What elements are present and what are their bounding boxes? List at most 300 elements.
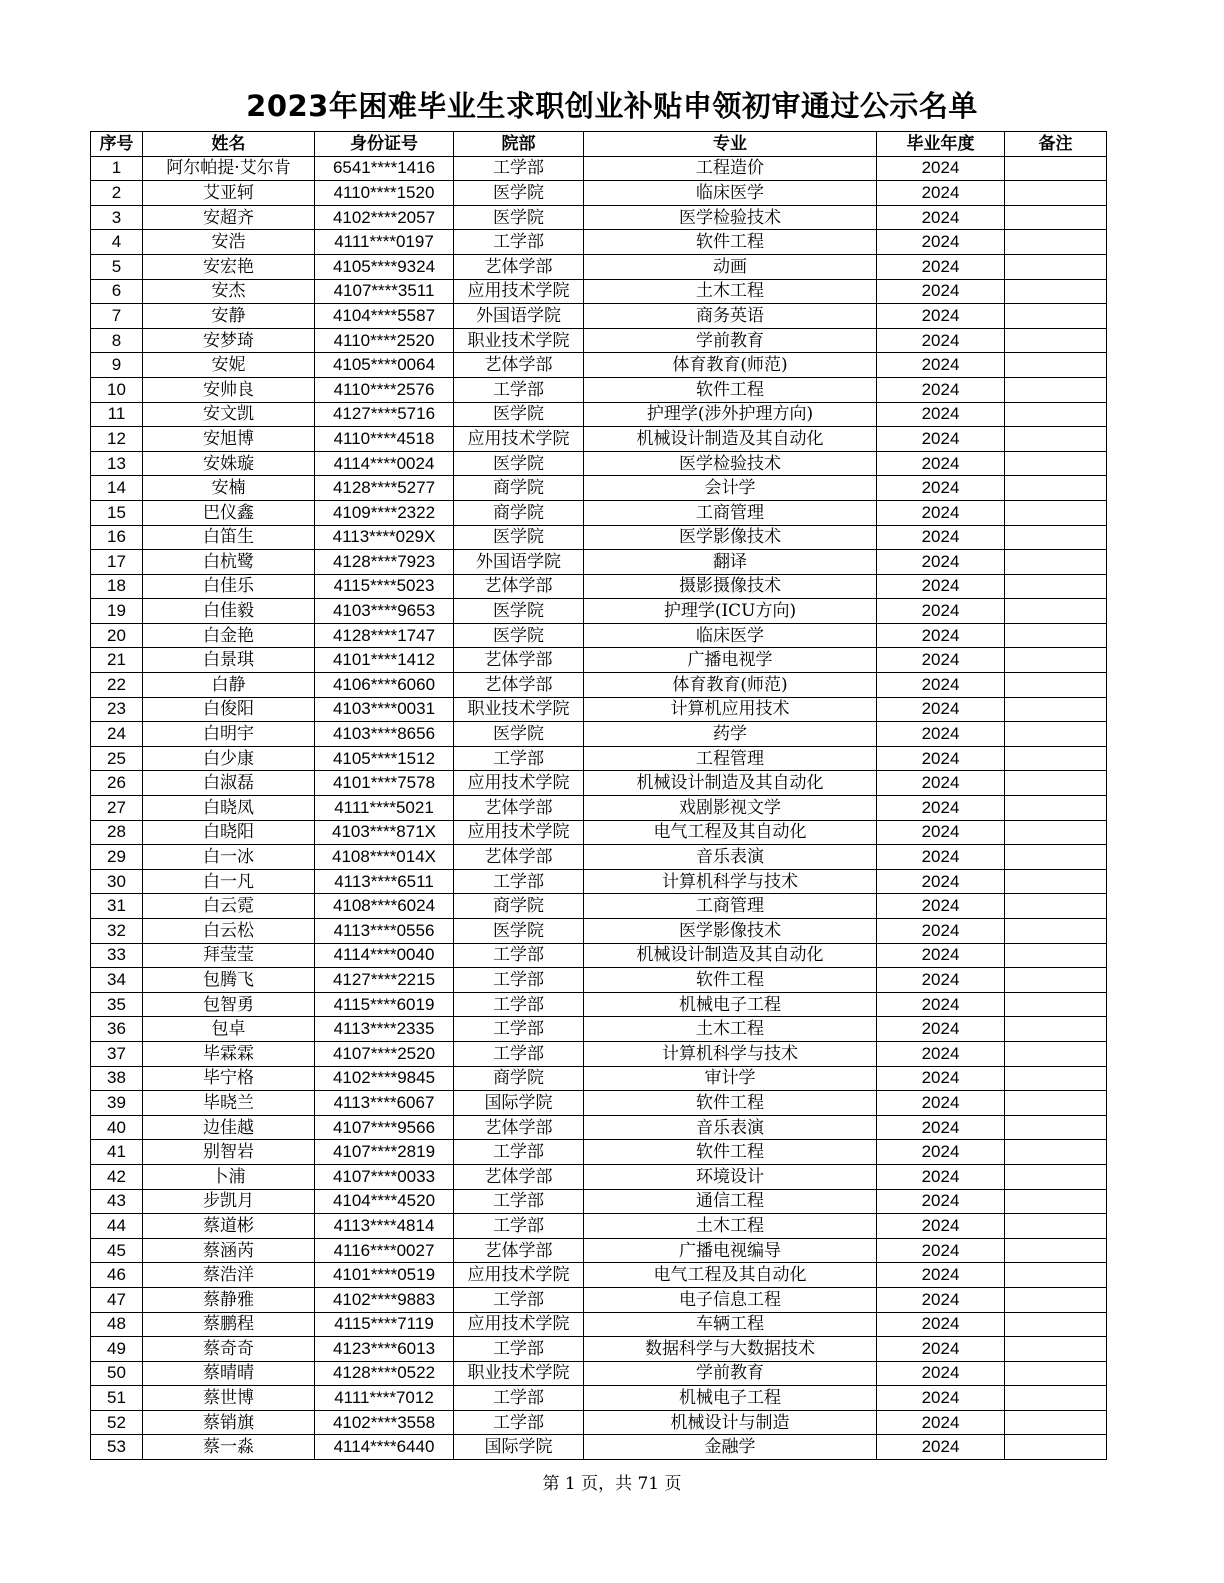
cell-index: 8 xyxy=(91,328,143,353)
cell-department: 医学院 xyxy=(454,599,584,624)
cell-graduation-year: 2024 xyxy=(877,205,1005,230)
cell-name: 蔡静雅 xyxy=(143,1287,315,1312)
cell-major: 环境设计 xyxy=(584,1164,877,1189)
cell-major: 学前教育 xyxy=(584,1361,877,1386)
cell-name: 安静 xyxy=(143,304,315,329)
cell-graduation-year: 2024 xyxy=(877,796,1005,821)
cell-major: 音乐表演 xyxy=(584,845,877,870)
cell-id-number: 4107****2520 xyxy=(315,1041,454,1066)
cell-department: 艺体学部 xyxy=(454,574,584,599)
cell-graduation-year: 2024 xyxy=(877,623,1005,648)
cell-id-number: 4103****871X xyxy=(315,820,454,845)
cell-remarks xyxy=(1005,845,1107,870)
cell-remarks xyxy=(1005,919,1107,944)
cell-remarks xyxy=(1005,722,1107,747)
cell-index: 9 xyxy=(91,353,143,378)
cell-name: 安妮 xyxy=(143,353,315,378)
cell-index: 53 xyxy=(91,1435,143,1460)
table-row xyxy=(91,156,1107,181)
table-row xyxy=(91,894,1107,919)
cell-department: 工学部 xyxy=(454,1140,584,1165)
cell-id-number: 4101****1412 xyxy=(315,648,454,673)
cell-index: 5 xyxy=(91,254,143,279)
table-row xyxy=(91,599,1107,624)
cell-index: 46 xyxy=(91,1263,143,1288)
cell-major: 电气工程及其自动化 xyxy=(584,820,877,845)
cell-remarks xyxy=(1005,156,1107,181)
cell-department: 工学部 xyxy=(454,1410,584,1435)
cell-department: 国际学院 xyxy=(454,1091,584,1116)
cell-graduation-year: 2024 xyxy=(877,1410,1005,1435)
cell-department: 职业技术学院 xyxy=(454,328,584,353)
cell-remarks xyxy=(1005,574,1107,599)
cell-graduation-year: 2024 xyxy=(877,1312,1005,1337)
cell-major: 车辆工程 xyxy=(584,1312,877,1337)
table-row xyxy=(91,722,1107,747)
cell-name: 白杭鹭 xyxy=(143,550,315,575)
cell-remarks xyxy=(1005,894,1107,919)
table-row xyxy=(91,254,1107,279)
cell-id-number: 4128****1747 xyxy=(315,623,454,648)
table-row xyxy=(91,427,1107,452)
cell-id-number: 4103****9653 xyxy=(315,599,454,624)
cell-major: 机械电子工程 xyxy=(584,992,877,1017)
cell-graduation-year: 2024 xyxy=(877,943,1005,968)
table-row xyxy=(91,1238,1107,1263)
cell-name: 毕霖霖 xyxy=(143,1041,315,1066)
cell-remarks xyxy=(1005,500,1107,525)
cell-index: 41 xyxy=(91,1140,143,1165)
column-header-name: 姓名 xyxy=(143,132,315,157)
cell-index: 21 xyxy=(91,648,143,673)
cell-name: 别智岩 xyxy=(143,1140,315,1165)
cell-index: 48 xyxy=(91,1312,143,1337)
cell-department: 工学部 xyxy=(454,1017,584,1042)
cell-graduation-year: 2024 xyxy=(877,599,1005,624)
cell-id-number: 4115****6019 xyxy=(315,992,454,1017)
cell-graduation-year: 2024 xyxy=(877,1337,1005,1362)
cell-remarks xyxy=(1005,771,1107,796)
cell-index: 7 xyxy=(91,304,143,329)
cell-id-number: 4110****1520 xyxy=(315,181,454,206)
table-row xyxy=(91,648,1107,673)
cell-id-number: 4111****7012 xyxy=(315,1386,454,1411)
cell-major: 医学影像技术 xyxy=(584,525,877,550)
cell-remarks xyxy=(1005,673,1107,698)
cell-department: 艺体学部 xyxy=(454,1115,584,1140)
cell-remarks xyxy=(1005,476,1107,501)
roster-table xyxy=(90,131,1107,1460)
cell-major: 护理学(涉外护理方向) xyxy=(584,402,877,427)
cell-major: 土木工程 xyxy=(584,279,877,304)
cell-remarks xyxy=(1005,205,1107,230)
cell-name: 巴仪鑫 xyxy=(143,500,315,525)
cell-department: 工学部 xyxy=(454,943,584,968)
cell-graduation-year: 2024 xyxy=(877,574,1005,599)
cell-name: 安帅良 xyxy=(143,377,315,402)
cell-major: 机械设计与制造 xyxy=(584,1410,877,1435)
cell-department: 职业技术学院 xyxy=(454,1361,584,1386)
table-row xyxy=(91,1337,1107,1362)
cell-id-number: 4115****5023 xyxy=(315,574,454,599)
cell-department: 医学院 xyxy=(454,402,584,427)
cell-name: 白笛生 xyxy=(143,525,315,550)
table-row xyxy=(91,574,1107,599)
cell-department: 工学部 xyxy=(454,1386,584,1411)
cell-id-number: 4109****2322 xyxy=(315,500,454,525)
cell-remarks xyxy=(1005,353,1107,378)
cell-index: 37 xyxy=(91,1041,143,1066)
cell-major: 土木工程 xyxy=(584,1017,877,1042)
cell-department: 艺体学部 xyxy=(454,254,584,279)
cell-department: 医学院 xyxy=(454,181,584,206)
cell-name: 毕晓兰 xyxy=(143,1091,315,1116)
cell-index: 47 xyxy=(91,1287,143,1312)
cell-name: 白一凡 xyxy=(143,869,315,894)
cell-major: 临床医学 xyxy=(584,181,877,206)
cell-graduation-year: 2024 xyxy=(877,1214,1005,1239)
cell-major: 药学 xyxy=(584,722,877,747)
cell-name: 蔡奇奇 xyxy=(143,1337,315,1362)
cell-graduation-year: 2024 xyxy=(877,328,1005,353)
cell-remarks xyxy=(1005,697,1107,722)
table-row xyxy=(91,771,1107,796)
cell-name: 蔡道彬 xyxy=(143,1214,315,1239)
cell-index: 3 xyxy=(91,205,143,230)
table-row xyxy=(91,377,1107,402)
cell-major: 会计学 xyxy=(584,476,877,501)
cell-department: 商学院 xyxy=(454,476,584,501)
cell-remarks xyxy=(1005,328,1107,353)
cell-index: 23 xyxy=(91,697,143,722)
cell-graduation-year: 2024 xyxy=(877,476,1005,501)
table-row xyxy=(91,1386,1107,1411)
cell-department: 应用技术学院 xyxy=(454,820,584,845)
cell-index: 15 xyxy=(91,500,143,525)
cell-remarks xyxy=(1005,1164,1107,1189)
table-row xyxy=(91,1115,1107,1140)
cell-name: 安旭博 xyxy=(143,427,315,452)
cell-graduation-year: 2024 xyxy=(877,1017,1005,1042)
cell-major: 工商管理 xyxy=(584,500,877,525)
cell-graduation-year: 2024 xyxy=(877,1386,1005,1411)
cell-graduation-year: 2024 xyxy=(877,919,1005,944)
cell-remarks xyxy=(1005,427,1107,452)
cell-index: 44 xyxy=(91,1214,143,1239)
table-row xyxy=(91,1263,1107,1288)
cell-department: 国际学院 xyxy=(454,1435,584,1460)
cell-index: 19 xyxy=(91,599,143,624)
cell-id-number: 4123****6013 xyxy=(315,1337,454,1362)
cell-index: 20 xyxy=(91,623,143,648)
cell-index: 45 xyxy=(91,1238,143,1263)
cell-remarks xyxy=(1005,1337,1107,1362)
cell-name: 安超齐 xyxy=(143,205,315,230)
cell-major: 软件工程 xyxy=(584,230,877,255)
cell-index: 31 xyxy=(91,894,143,919)
cell-department: 应用技术学院 xyxy=(454,427,584,452)
cell-remarks xyxy=(1005,230,1107,255)
cell-remarks xyxy=(1005,1066,1107,1091)
cell-index: 36 xyxy=(91,1017,143,1042)
cell-id-number: 4107****2819 xyxy=(315,1140,454,1165)
header-row xyxy=(91,132,1107,157)
cell-major: 动画 xyxy=(584,254,877,279)
cell-department: 应用技术学院 xyxy=(454,1312,584,1337)
cell-index: 27 xyxy=(91,796,143,821)
cell-index: 33 xyxy=(91,943,143,968)
cell-remarks xyxy=(1005,1091,1107,1116)
cell-remarks xyxy=(1005,968,1107,993)
cell-remarks xyxy=(1005,279,1107,304)
cell-remarks xyxy=(1005,550,1107,575)
table-row xyxy=(91,1017,1107,1042)
cell-department: 应用技术学院 xyxy=(454,1263,584,1288)
cell-index: 40 xyxy=(91,1115,143,1140)
cell-name: 包卓 xyxy=(143,1017,315,1042)
table-row xyxy=(91,673,1107,698)
cell-department: 工学部 xyxy=(454,992,584,1017)
cell-name: 步凯月 xyxy=(143,1189,315,1214)
column-header-id-number: 身份证号 xyxy=(315,132,454,157)
cell-index: 1 xyxy=(91,156,143,181)
cell-name: 安楠 xyxy=(143,476,315,501)
cell-name: 蔡一淼 xyxy=(143,1435,315,1460)
cell-department: 商学院 xyxy=(454,894,584,919)
cell-id-number: 4107****9566 xyxy=(315,1115,454,1140)
cell-name: 白云霓 xyxy=(143,894,315,919)
table-row xyxy=(91,476,1107,501)
cell-name: 安姝璇 xyxy=(143,451,315,476)
cell-graduation-year: 2024 xyxy=(877,968,1005,993)
cell-index: 11 xyxy=(91,402,143,427)
cell-id-number: 4101****7578 xyxy=(315,771,454,796)
cell-major: 护理学(ICU方向) xyxy=(584,599,877,624)
cell-department: 医学院 xyxy=(454,623,584,648)
cell-graduation-year: 2024 xyxy=(877,550,1005,575)
cell-department: 工学部 xyxy=(454,1189,584,1214)
cell-name: 安文凯 xyxy=(143,402,315,427)
cell-graduation-year: 2024 xyxy=(877,992,1005,1017)
cell-name: 包智勇 xyxy=(143,992,315,1017)
cell-department: 艺体学部 xyxy=(454,845,584,870)
cell-name: 白淑磊 xyxy=(143,771,315,796)
table-row xyxy=(91,845,1107,870)
cell-index: 12 xyxy=(91,427,143,452)
table-row xyxy=(91,328,1107,353)
cell-id-number: 4104****4520 xyxy=(315,1189,454,1214)
cell-graduation-year: 2024 xyxy=(877,500,1005,525)
cell-id-number: 4110****4518 xyxy=(315,427,454,452)
cell-id-number: 4113****029X xyxy=(315,525,454,550)
column-header-department: 院部 xyxy=(454,132,584,157)
cell-department: 医学院 xyxy=(454,451,584,476)
cell-major: 翻译 xyxy=(584,550,877,575)
table-row xyxy=(91,1140,1107,1165)
cell-major: 工程造价 xyxy=(584,156,877,181)
cell-id-number: 4111****5021 xyxy=(315,796,454,821)
table-row xyxy=(91,1066,1107,1091)
cell-name: 白佳毅 xyxy=(143,599,315,624)
cell-remarks xyxy=(1005,1386,1107,1411)
cell-index: 26 xyxy=(91,771,143,796)
cell-department: 工学部 xyxy=(454,869,584,894)
cell-graduation-year: 2024 xyxy=(877,820,1005,845)
cell-remarks xyxy=(1005,623,1107,648)
cell-department: 医学院 xyxy=(454,722,584,747)
cell-graduation-year: 2024 xyxy=(877,771,1005,796)
cell-major: 机械设计制造及其自动化 xyxy=(584,427,877,452)
cell-index: 39 xyxy=(91,1091,143,1116)
cell-index: 38 xyxy=(91,1066,143,1091)
cell-id-number: 4128****7923 xyxy=(315,550,454,575)
table-row xyxy=(91,451,1107,476)
cell-department: 工学部 xyxy=(454,968,584,993)
cell-name: 白景琪 xyxy=(143,648,315,673)
cell-graduation-year: 2024 xyxy=(877,894,1005,919)
cell-major: 音乐表演 xyxy=(584,1115,877,1140)
cell-id-number: 4128****5277 xyxy=(315,476,454,501)
cell-department: 商学院 xyxy=(454,1066,584,1091)
cell-remarks xyxy=(1005,304,1107,329)
table-row xyxy=(91,525,1107,550)
cell-major: 计算机应用技术 xyxy=(584,697,877,722)
table-row xyxy=(91,992,1107,1017)
cell-graduation-year: 2024 xyxy=(877,377,1005,402)
cell-graduation-year: 2024 xyxy=(877,869,1005,894)
cell-department: 应用技术学院 xyxy=(454,279,584,304)
cell-name: 白晓阳 xyxy=(143,820,315,845)
table-row xyxy=(91,181,1107,206)
column-header-remarks: 备注 xyxy=(1005,132,1107,157)
cell-graduation-year: 2024 xyxy=(877,1263,1005,1288)
cell-graduation-year: 2024 xyxy=(877,1238,1005,1263)
cell-department: 外国语学院 xyxy=(454,304,584,329)
cell-id-number: 4113****0556 xyxy=(315,919,454,944)
table-row xyxy=(91,943,1107,968)
cell-name: 安浩 xyxy=(143,230,315,255)
cell-name: 蔡世博 xyxy=(143,1386,315,1411)
cell-major: 广播电视编导 xyxy=(584,1238,877,1263)
cell-index: 13 xyxy=(91,451,143,476)
cell-remarks xyxy=(1005,992,1107,1017)
cell-index: 14 xyxy=(91,476,143,501)
column-header-graduation-year: 毕业年度 xyxy=(877,132,1005,157)
cell-name: 白静 xyxy=(143,673,315,698)
cell-major: 软件工程 xyxy=(584,1091,877,1116)
cell-department: 工学部 xyxy=(454,1287,584,1312)
cell-remarks xyxy=(1005,1287,1107,1312)
cell-id-number: 4110****2576 xyxy=(315,377,454,402)
table-row xyxy=(91,623,1107,648)
cell-id-number: 4114****0040 xyxy=(315,943,454,968)
cell-major: 医学检验技术 xyxy=(584,205,877,230)
cell-graduation-year: 2024 xyxy=(877,1435,1005,1460)
cell-index: 30 xyxy=(91,869,143,894)
cell-graduation-year: 2024 xyxy=(877,304,1005,329)
cell-name: 蔡涵芮 xyxy=(143,1238,315,1263)
cell-index: 50 xyxy=(91,1361,143,1386)
cell-index: 29 xyxy=(91,845,143,870)
cell-department: 职业技术学院 xyxy=(454,697,584,722)
cell-name: 安梦琦 xyxy=(143,328,315,353)
cell-id-number: 4113****4814 xyxy=(315,1214,454,1239)
cell-id-number: 4102****9845 xyxy=(315,1066,454,1091)
cell-graduation-year: 2024 xyxy=(877,230,1005,255)
cell-remarks xyxy=(1005,1435,1107,1460)
cell-id-number: 4108****014X xyxy=(315,845,454,870)
cell-remarks xyxy=(1005,1238,1107,1263)
cell-department: 艺体学部 xyxy=(454,673,584,698)
table-row xyxy=(91,402,1107,427)
cell-major: 摄影摄像技术 xyxy=(584,574,877,599)
cell-major: 计算机科学与技术 xyxy=(584,1041,877,1066)
cell-department: 医学院 xyxy=(454,919,584,944)
cell-index: 34 xyxy=(91,968,143,993)
cell-remarks xyxy=(1005,254,1107,279)
cell-remarks xyxy=(1005,599,1107,624)
cell-major: 机械设计制造及其自动化 xyxy=(584,943,877,968)
cell-major: 学前教育 xyxy=(584,328,877,353)
cell-name: 毕宁格 xyxy=(143,1066,315,1091)
table-row xyxy=(91,1312,1107,1337)
cell-index: 25 xyxy=(91,746,143,771)
cell-remarks xyxy=(1005,943,1107,968)
cell-department: 艺体学部 xyxy=(454,648,584,673)
cell-department: 工学部 xyxy=(454,230,584,255)
cell-graduation-year: 2024 xyxy=(877,427,1005,452)
cell-index: 28 xyxy=(91,820,143,845)
cell-id-number: 4103****0031 xyxy=(315,697,454,722)
cell-name: 白明宇 xyxy=(143,722,315,747)
cell-id-number: 4114****6440 xyxy=(315,1435,454,1460)
cell-remarks xyxy=(1005,1410,1107,1435)
cell-major: 医学影像技术 xyxy=(584,919,877,944)
cell-name: 艾亚轲 xyxy=(143,181,315,206)
cell-id-number: 4116****0027 xyxy=(315,1238,454,1263)
cell-major: 软件工程 xyxy=(584,377,877,402)
table-row xyxy=(91,353,1107,378)
cell-graduation-year: 2024 xyxy=(877,353,1005,378)
table-row xyxy=(91,919,1107,944)
cell-graduation-year: 2024 xyxy=(877,1287,1005,1312)
cell-remarks xyxy=(1005,377,1107,402)
table-row xyxy=(91,1410,1107,1435)
cell-graduation-year: 2024 xyxy=(877,845,1005,870)
cell-index: 49 xyxy=(91,1337,143,1362)
cell-index: 35 xyxy=(91,992,143,1017)
cell-name: 包腾飞 xyxy=(143,968,315,993)
cell-name: 白佳乐 xyxy=(143,574,315,599)
cell-graduation-year: 2024 xyxy=(877,648,1005,673)
cell-index: 52 xyxy=(91,1410,143,1435)
cell-remarks xyxy=(1005,820,1107,845)
cell-major: 戏剧影视文学 xyxy=(584,796,877,821)
cell-remarks xyxy=(1005,1140,1107,1165)
cell-graduation-year: 2024 xyxy=(877,525,1005,550)
cell-remarks xyxy=(1005,181,1107,206)
cell-name: 白少康 xyxy=(143,746,315,771)
table-row xyxy=(91,746,1107,771)
cell-graduation-year: 2024 xyxy=(877,722,1005,747)
cell-id-number: 4102****2057 xyxy=(315,205,454,230)
cell-id-number: 4102****9883 xyxy=(315,1287,454,1312)
cell-graduation-year: 2024 xyxy=(877,279,1005,304)
cell-major: 软件工程 xyxy=(584,968,877,993)
cell-id-number: 4127****5716 xyxy=(315,402,454,427)
cell-major: 体育教育(师范) xyxy=(584,673,877,698)
roster-body xyxy=(91,156,1107,1459)
